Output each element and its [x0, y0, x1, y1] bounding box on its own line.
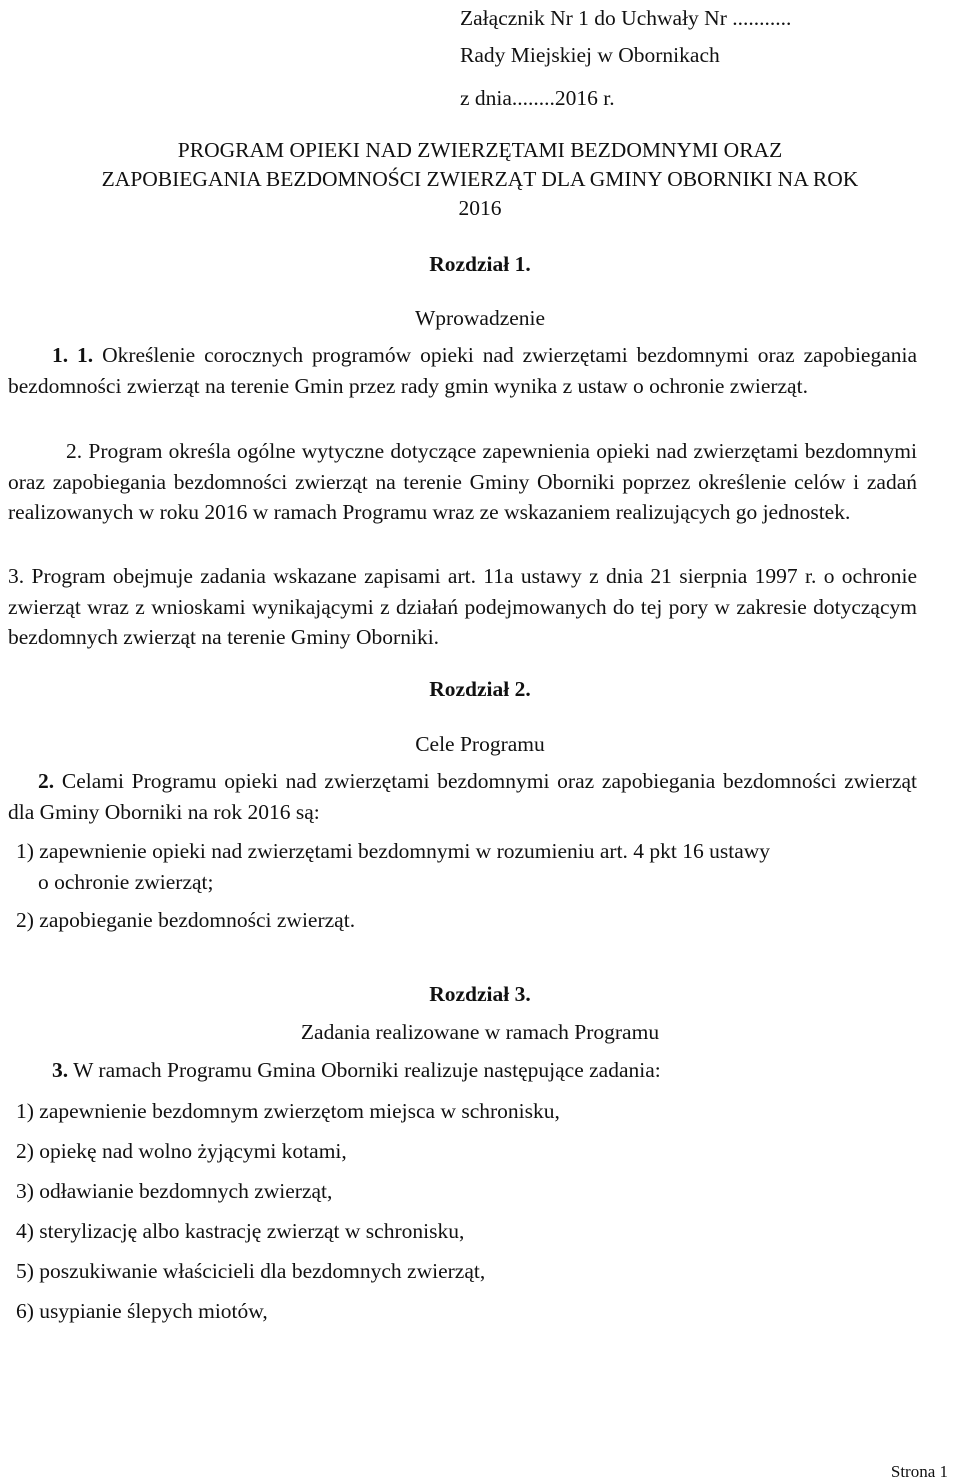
- goal-item-1-line2: o ochronie zwierząt;: [38, 869, 214, 894]
- date-line: z dnia........2016 r.: [460, 86, 615, 110]
- goal-item-1: [16, 836, 917, 897]
- task-item: 5) poszukiwanie właścicieli dla bezdomnych zwierząt,: [16, 1259, 486, 1283]
- section-number: 2.: [38, 769, 55, 793]
- chapter-2-title: Cele Programu: [415, 732, 545, 756]
- paragraph-text: W ramach Programu Gmina Oborniki realizuje następujące zadania:: [73, 1058, 661, 1082]
- paragraph-1-3: [8, 561, 917, 653]
- section-number: 1.: [52, 343, 69, 367]
- program-title-line3: 2016: [458, 196, 502, 220]
- paragraph-text: Określenie corocznych programów opieki nad zwierzętami bezdomnymi oraz zapobiegania bezdomności zwierząt na terenie Gmin przez rady gmin wynika z ustaw o ochronie zwierząt.: [8, 343, 918, 398]
- page-number: Strona 1: [890, 1462, 948, 1481]
- council-line: Rady Miejskiej w Obornikach: [460, 43, 720, 67]
- paragraph-text: Celami Programu opieki nad zwierzętami bezdomnymi oraz zapobiegania bezdomności zwierząt dla Gminy Oborniki na rok 2016 są:: [8, 769, 918, 824]
- task-item: 2) opiekę nad wolno żyjącymi kotami,: [16, 1139, 347, 1163]
- task-item: 3) odławianie bezdomnych zwierząt,: [16, 1179, 333, 1203]
- chapter-1-heading: Rozdział 1.: [429, 252, 531, 276]
- goal-item-1-line1: 1) zapewnienie opieki nad zwierzętami bezdomnymi w rozumieniu art. 4 pkt 16 ustawy: [16, 839, 771, 863]
- chapter-2-heading: Rozdział 2.: [429, 677, 531, 701]
- section-number: 3.: [52, 1058, 69, 1082]
- paragraph-3-intro: [8, 1055, 917, 1086]
- paragraph-text: Program określa ogólne wytyczne dotyczące zapewnienia opieki nad zwierzętami bezdomnymi oraz zapobiegania bezdomności zwierząt na terenie Gminy Oborniki poprzez określenie celów i zadań realizowanych w roku 2016 w ramach Programu wraz ze wskazaniem realizujących go jednostek.: [8, 439, 918, 524]
- goal-item-2: 2) zapobieganie bezdomności zwierząt.: [16, 908, 356, 932]
- chapter-3-title: Zadania realizowane w ramach Programu: [300, 1020, 660, 1044]
- paragraph-text: Program obejmuje zadania wskazane zapisami art. 11a ustawy z dnia 21 sierpnia 1997 r. o ochronie zwierząt wraz z wnioskami wynikającymi z działań podejmowanych do tej pory w zakresie dotyczącym bezdomnych zwierząt na terenie Gminy Oborniki.: [8, 564, 918, 649]
- paragraph-number: 3.: [8, 564, 25, 588]
- paragraph-2-intro: [8, 766, 917, 827]
- task-item: 4) sterylizację albo kastrację zwierząt w schronisku,: [16, 1219, 465, 1243]
- task-item: 6) usypianie ślepych miotów,: [16, 1299, 268, 1323]
- chapter-3-heading: Rozdział 3.: [429, 982, 531, 1006]
- paragraph-number: 2.: [66, 439, 83, 463]
- paragraph-1-1: [8, 340, 917, 401]
- program-title-line1: PROGRAM OPIEKI NAD ZWIERZĘTAMI BEZDOMNYMI ORAZ: [177, 138, 783, 162]
- chapter-1-title: Wprowadzenie: [414, 306, 546, 330]
- task-item: 1) zapewnienie bezdomnym zwierzętom miejsca w schronisku,: [16, 1099, 560, 1123]
- paragraph-1-2: [8, 436, 917, 528]
- annex-line: Załącznik Nr 1 do Uchwały Nr ...........: [460, 6, 792, 30]
- program-title-line2: ZAPOBIEGANIA BEZDOMNOŚCI ZWIERZĄT DLA GMINY OBORNIKI NA ROK: [101, 167, 859, 191]
- paragraph-number: 1.: [77, 343, 94, 367]
